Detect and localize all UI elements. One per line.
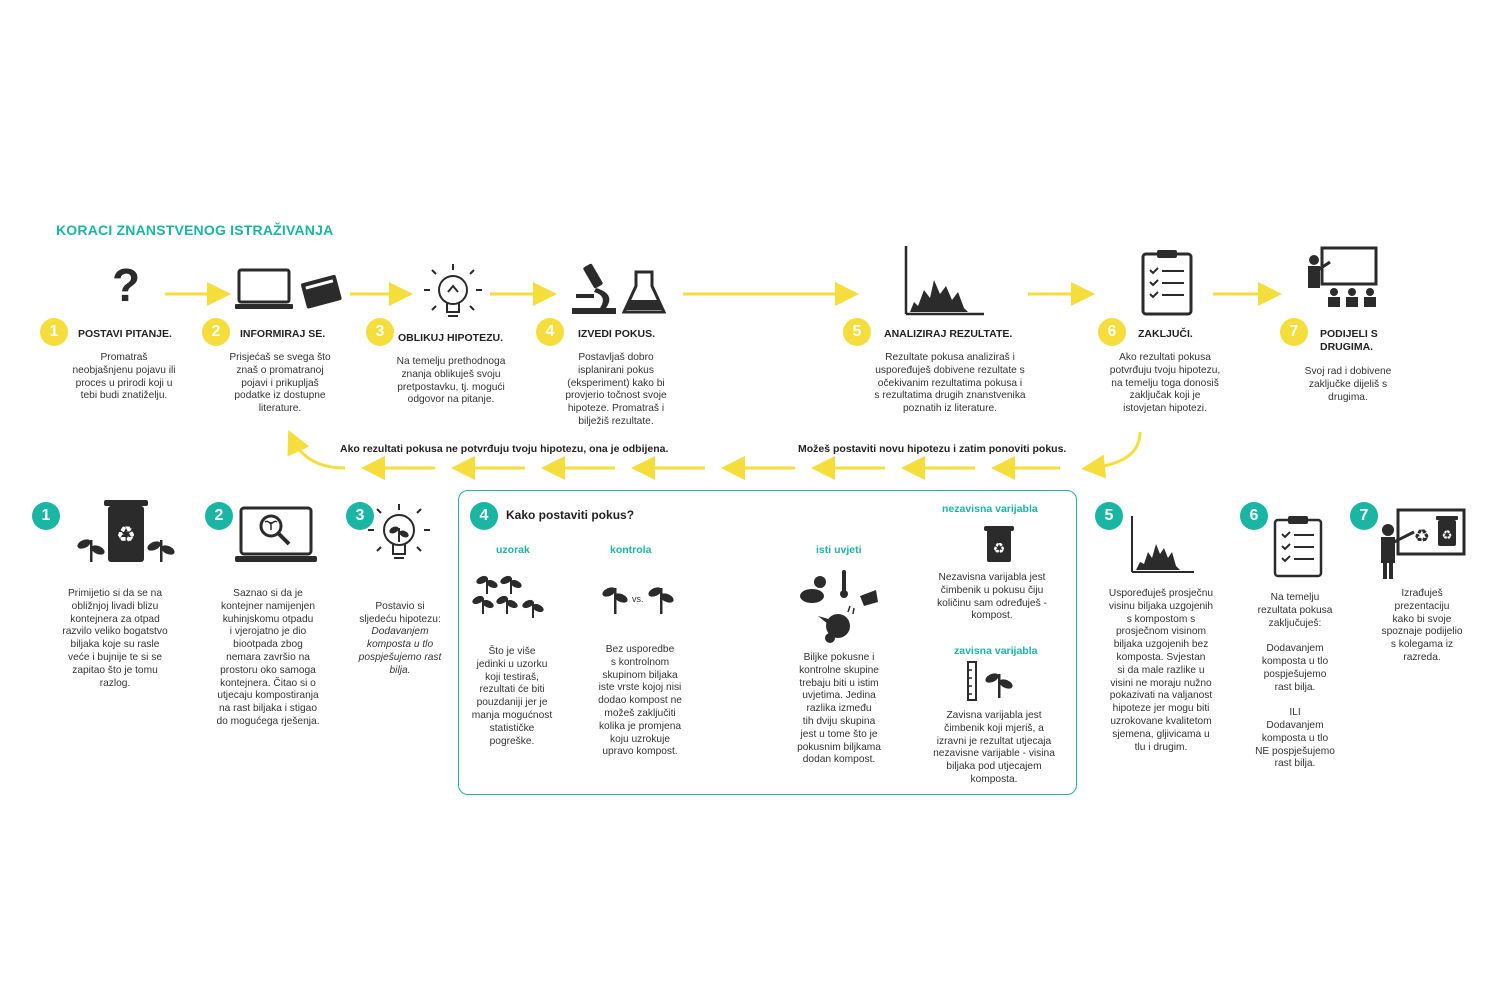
- page-title: KORACI ZNANSTVENOG ISTRAŽIVANJA: [56, 222, 334, 238]
- feedback-curve-right: [1090, 432, 1140, 468]
- ruler-plant-icon: [966, 662, 1016, 702]
- zavisna-varijabla-label: zavisna varijabla: [954, 645, 1038, 657]
- step-4-title: IZVEDI POKUS.: [578, 328, 656, 340]
- microscope-flask-icon: [566, 258, 676, 320]
- step-3-number: 3: [366, 318, 394, 346]
- isti-uvjeti-label: isti uvjeti: [816, 544, 862, 556]
- svg-text:♻: ♻: [1413, 526, 1431, 547]
- kontrola-desc: Bez usporedbe s kontrolnom skupinom biljaka iste vrste kojoj nisi dodao kompost ne možeš zaključiti kolika je promjena koju uzrokuje upravo kompost.: [598, 644, 682, 758]
- step-6-desc: Ako rezultati pokusa potvrđuju tvoju hipotezu, na temelju toga donosiš zaključak koji je istovjetan hipotezi.: [1109, 352, 1221, 415]
- step-2-title: INFORMIRAJ SE.: [240, 328, 326, 340]
- clipboard-icon: [1140, 248, 1196, 318]
- step-7-number: 7: [1280, 318, 1308, 346]
- compost-bin-icon: [984, 524, 1014, 564]
- step-5-desc: Rezultate pokusa analiziraš i uspoređuješ dobivene rezultate s očekivanim rezultatima pokusa i s rezultatima drugih znanstvenika poznatih iz literature.: [874, 352, 1026, 415]
- feedback-right-text: Možeš postaviti novu hipotezu i zatim ponoviti pokus.: [798, 443, 1067, 455]
- example-2-number: 2: [205, 502, 233, 530]
- step-5-number: 5: [843, 318, 871, 346]
- step-3-title: OBLIKUJ HIPOTEZU.: [398, 332, 504, 344]
- feedback-left-text: Ako rezultati pokusa ne potvrđuju tvoju hipotezu, ona je odbijena.: [340, 443, 669, 455]
- experiment-number: 4: [470, 502, 498, 530]
- laptop-search-icon: [233, 506, 319, 566]
- svg-text:♻: ♻: [992, 541, 1006, 557]
- question-mark-icon: ?: [112, 259, 141, 311]
- conditions-icon: [798, 568, 884, 646]
- zavisna-desc: Zavisna varijabla jest čimbenik koji mjeriš, a izravni je rezultat utjecaja nezavisne varijable - visina biljaka pod utjecajem komposta.: [933, 710, 1055, 785]
- svg-text:♻: ♻: [116, 523, 136, 548]
- example-3-desc-plain: Postavio si sljedeću hipotezu:: [359, 600, 441, 625]
- conclusion-clipboard-icon: [1272, 514, 1324, 580]
- step-1-title: POSTAVI PITANJE.: [78, 328, 172, 340]
- step-1-number: 1: [40, 318, 68, 346]
- example-6-desc: Na temelju rezultata pokusa zaključuješ: Dodavanjem komposta u tlo pospješujemo rast bilja. ILI Dodavanjem komposta u tlo NE pospješujemo rast bilja.: [1255, 592, 1335, 770]
- presentation-icon: [1304, 246, 1384, 312]
- example-1-number: 1: [32, 502, 60, 530]
- step-7-title: PODIJELI S DRUGIMA.: [1320, 328, 1378, 353]
- step-7-desc: Svoj rad i dobivene zaključke dijeliš s drugima.: [1304, 366, 1392, 403]
- example-3-desc: [338, 588, 462, 690]
- step-6-number: 6: [1098, 318, 1126, 346]
- uzorak-desc: Što je više jedinki u uzorku koji testiraš, rezultati će biti pouzdaniji jer je manja mogućnost statističke pogreške.: [471, 646, 553, 747]
- example-1-desc: Primijetio si da se na obližnjoj livadi blizu kontejnera za otpad razvilo veliko bogatstvo biljaka koje su rasle veće i bujnije te si se zapitao što je tomu razlog.: [62, 588, 168, 689]
- lightbulb-icon: [418, 262, 488, 324]
- step-2-desc: Prisjećaš se svega što znaš o promatranoj pojavi i prikupljaš podatke iz dostupne literature.: [229, 352, 331, 415]
- lightbulb-plant-icon: [364, 500, 434, 570]
- feedback-curve-left: [292, 438, 345, 468]
- example-2-desc: Saznao si da je kontejner namijenjen kuhinjskomu otpadu i vjerojatno je dio biootpada zbog nemara završio na prostoru oko samoga kontejnera. Čitao si o utjecaju kompostiranja na rast biljaka i stigao do mogućega rješenja.: [216, 588, 320, 727]
- nezavisna-varijabla-label: nezavisna varijabla: [942, 503, 1038, 515]
- isti-uvjeti-desc: Biljke pokusne i kontrolne skupine trebaju biti u istim uvjetima. Jedina razlika između tih dviju skupina jest u tome što je pokusnim biljkama dodan kompost.: [797, 652, 881, 766]
- chart-icon: [900, 246, 986, 318]
- laptop-book-icon: [235, 268, 345, 318]
- kontrola-label: kontrola: [610, 544, 652, 556]
- sample-plants-icon: [472, 568, 548, 628]
- vs-label: vs.: [632, 594, 644, 604]
- step-5-title: ANALIZIRAJ REZULTATE.: [884, 328, 1013, 340]
- recycle-bin-plants-icon: [78, 496, 174, 566]
- experiment-title: Kako postaviti pokus?: [506, 508, 635, 522]
- step-3-desc: Na temelju prethodnoga znanja oblikuješ svoju pretpostavku, tj. mogući odgovor na pitanje.: [396, 356, 506, 406]
- step-6-title: ZAKLJUČI.: [1138, 328, 1193, 340]
- step-4-number: 4: [536, 318, 564, 346]
- step-2-number: 2: [202, 318, 230, 346]
- example-5-number: 5: [1095, 502, 1123, 530]
- example-7-number: 7: [1350, 502, 1378, 530]
- example-3-number: 3: [346, 502, 374, 530]
- uzorak-label: uzorak: [496, 544, 530, 556]
- example-5-desc: Uspoređuješ prosječnu visinu biljaka uzgojenih s kompostom s prosječnom visinom biljaka uzgojenih bez komposta. Svjestan si da male razlike u visini ne moraju nužno pokazivati na valjanost hipoteze jer mogu biti uzrokovane kvalitetom sjemena, gljivicama u tlu i drugim.: [1108, 588, 1214, 753]
- nezavisna-desc: Nezavisna varijabla jest čimbenik u pokusu čiju količinu sam određuješ - kompost.: [937, 572, 1047, 622]
- step-1-desc: Promatraš neobjašnjenu pojavu ili proces u prirodi koji u tebi budi znatiželju.: [72, 352, 176, 402]
- presentation-recycle-icon: [1378, 508, 1468, 582]
- example-7-desc: Izrađuješ prezentaciju kako bi svoje spoznaje podijelio s kolegama iz razreda.: [1381, 588, 1463, 663]
- example-6-number: 6: [1240, 502, 1268, 530]
- example-3-hypothesis: Dodavanjem komposta u tlo pospješujemo rast bilja.: [358, 626, 442, 676]
- results-chart-icon: [1128, 516, 1194, 576]
- step-4-desc: Postavljaš dobro isplanirani pokus (eksperiment) kako bi provjerio točnost svoje hipoteze. Promatraš i bilježiš rezultate.: [565, 352, 667, 427]
- svg-text:♻: ♻: [1441, 528, 1453, 542]
